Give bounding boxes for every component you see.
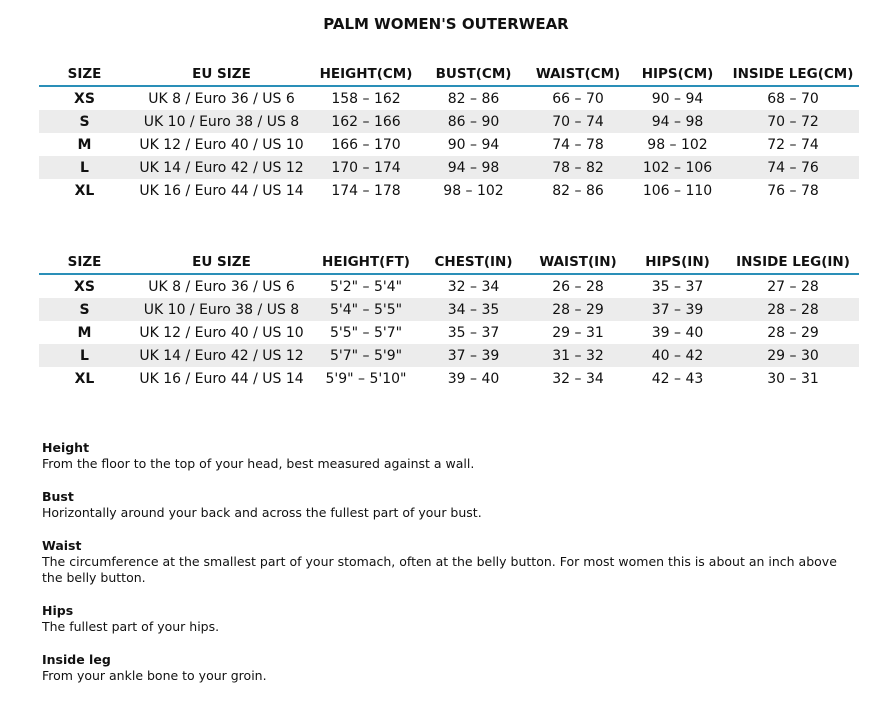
table-cell: 27 – 28 [767,278,819,295]
guide-item-text: The fullest part of your hips. [42,619,220,634]
table-cell: 82 – 86 [552,182,604,199]
guide-item [42,440,854,472]
table-cell: UK 14 / Euro 42 / US 12 [130,156,313,179]
header-size: SIZE [39,251,130,274]
table-cell: 28 – 28 [727,298,859,321]
table-cell: 90 – 94 [651,90,704,107]
header-height: HEIGHT(CM) [313,63,419,86]
table-cell: 170 – 174 [313,156,419,179]
table-row [39,344,859,367]
table-cell: 70 – 72 [727,110,859,133]
header-inside-leg: INSIDE LEG(IN) [727,251,859,274]
table-cell: 102 – 106 [628,156,727,179]
table-row [39,179,859,202]
size-cell: L [39,156,130,179]
table-cell: 94 – 98 [419,156,528,179]
page-title: PALM WOMEN'S OUTERWEAR [323,15,569,33]
size-cell: S [39,110,130,133]
table-cell: 30 – 31 [767,370,819,387]
header-chest: CHEST(IN) [419,251,528,274]
table-cell: 29 – 30 [727,344,859,367]
table-row [39,367,859,390]
table-header-row [39,63,859,86]
size-cell: XS [74,278,95,295]
guide-item-title: Inside leg [42,652,111,667]
table-cell: UK 14 / Euro 42 / US 12 [130,344,313,367]
table-cell: 78 – 82 [528,156,628,179]
guide-item [42,538,854,586]
table-cell: 34 – 35 [419,298,528,321]
table-cell: 98 – 102 [647,136,708,153]
size-table-imperial [39,251,859,390]
size-cell: L [39,344,130,367]
table-header-row [39,251,859,274]
table-row [39,298,859,321]
table-cell: 35 – 37 [447,324,500,341]
table-cell: UK 10 / Euro 38 / US 8 [130,110,313,133]
table-cell: 98 – 102 [443,182,504,199]
guide-item [42,603,854,635]
guide-item-text: Horizontally around your back and across the fullest part of your bust. [42,505,482,520]
header-eu-size: EU SIZE [130,63,313,86]
table-cell: 94 – 98 [628,110,727,133]
guide-item [42,652,854,684]
table-cell: 68 – 70 [767,90,819,107]
table-cell: 32 – 34 [552,370,604,387]
table-cell: 28 – 29 [528,298,628,321]
size-table-metric [39,63,859,202]
size-cell: XL [74,182,95,199]
table-cell: 74 – 76 [727,156,859,179]
table-cell: 39 – 40 [447,370,500,387]
size-cell: XL [74,370,95,387]
header-waist: WAIST(CM) [528,63,628,86]
header-height: HEIGHT(FT) [313,251,419,274]
table-cell: 70 – 74 [528,110,628,133]
guide-item-text: From the floor to the top of your head, best measured against a wall. [42,456,475,471]
guide-item-title: Bust [42,489,74,504]
size-cell: M [77,136,92,153]
size-cell: M [77,324,92,341]
table-cell: 90 – 94 [447,136,500,153]
table-cell: 26 – 28 [552,278,604,295]
guide-item-title: Waist [42,538,82,553]
header-size: SIZE [39,63,130,86]
table-cell: 37 – 39 [419,344,528,367]
guide-item-text: The circumference at the smallest part of your stomach, often at the belly button. For most women this is about an inch above the belly button. [42,554,837,585]
header-hips: HIPS(IN) [628,251,727,274]
guide-item [42,489,854,521]
table-cell: UK 12 / Euro 40 / US 10 [139,324,304,341]
table-cell: 28 – 29 [767,324,819,341]
table-cell: 35 – 37 [651,278,704,295]
table-cell: 74 – 78 [552,136,604,153]
table-cell: 5'4" – 5'5" [313,298,419,321]
table-cell: 158 – 162 [331,90,401,107]
header-bust: BUST(CM) [419,63,528,86]
table-cell: 162 – 166 [313,110,419,133]
table-cell: 32 – 34 [447,278,500,295]
table-cell: 76 – 78 [767,182,819,199]
measurement-guide [42,440,854,701]
header-inside-leg: INSIDE LEG(CM) [727,63,859,86]
header-waist: WAIST(IN) [528,251,628,274]
table-cell: UK 8 / Euro 36 / US 6 [148,90,295,107]
table-cell: 5'5" – 5'7" [329,324,403,341]
table-row [39,133,859,156]
table-cell: 5'2" – 5'4" [329,278,403,295]
table-row [39,86,859,110]
table-row [39,274,859,298]
table-cell: 174 – 178 [331,182,401,199]
table-cell: UK 10 / Euro 38 / US 8 [130,298,313,321]
table-cell: 166 – 170 [331,136,401,153]
header-hips: HIPS(CM) [628,63,727,86]
table-cell: 5'7" – 5'9" [313,344,419,367]
table-cell: 66 – 70 [552,90,604,107]
table-cell: 31 – 32 [528,344,628,367]
table-cell: 40 – 42 [628,344,727,367]
table-cell: 37 – 39 [628,298,727,321]
table-cell: 42 – 43 [651,370,704,387]
table-cell: 29 – 31 [552,324,604,341]
table-cell: UK 8 / Euro 36 / US 6 [148,278,295,295]
table-row [39,321,859,344]
table-cell: UK 16 / Euro 44 / US 14 [139,370,304,387]
guide-item-title: Height [42,440,90,455]
guide-item-title: Hips [42,603,74,618]
header-eu-size: EU SIZE [130,251,313,274]
table-cell: 86 – 90 [419,110,528,133]
table-cell: UK 12 / Euro 40 / US 10 [139,136,304,153]
size-cell: XS [74,90,95,107]
table-cell: 5'9" – 5'10" [325,370,407,387]
table-row [39,156,859,179]
table-cell: 39 – 40 [651,324,704,341]
table-cell: 72 – 74 [767,136,819,153]
table-cell: 106 – 110 [642,182,713,199]
table-cell: 82 – 86 [447,90,500,107]
table-row [39,110,859,133]
size-cell: S [39,298,130,321]
guide-item-text: From your ankle bone to your groin. [42,668,267,683]
table-cell: UK 16 / Euro 44 / US 14 [139,182,304,199]
